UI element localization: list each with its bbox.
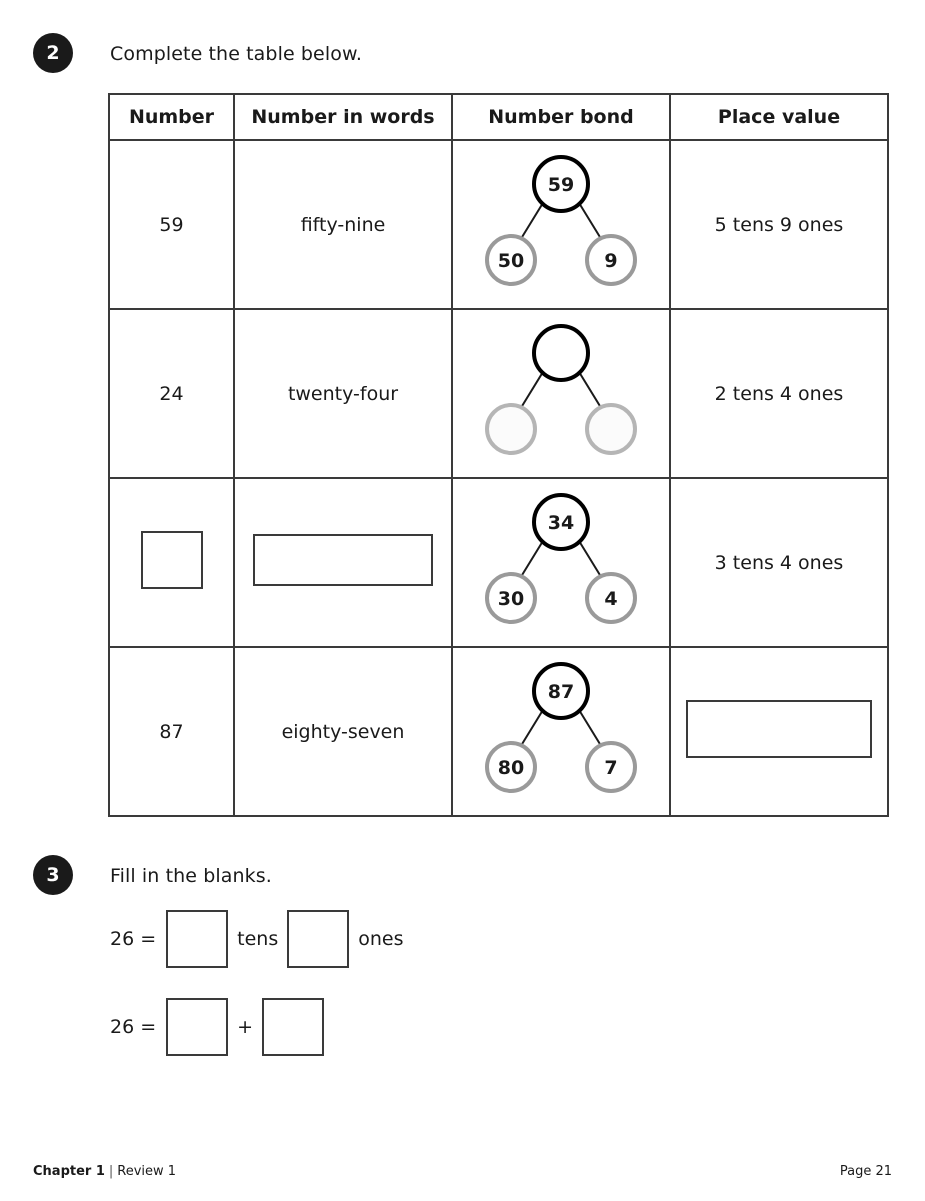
bond-whole-value: 87 [547,680,575,703]
row3-words-answer-box[interactable] [253,534,433,586]
bond-part-right-blank[interactable] [587,405,635,453]
footer-section: Review 1 [117,1164,177,1179]
bond-whole-value: 34 [547,511,575,534]
bond-whole-blank[interactable] [534,326,588,380]
fill-row1-tens-box[interactable] [166,910,228,968]
table-header-place-value: Place value [670,94,888,140]
bond-part-left-blank[interactable] [487,405,535,453]
footer-page-number: Page 21 [839,1164,892,1179]
row4-place-value [670,647,888,816]
question-2-number: 2 [33,33,73,73]
place-value-table [108,93,889,817]
row3-number-answer-box[interactable] [141,531,203,589]
row1-place-value: 5 tens 9 ones [670,140,888,309]
bond-part-left-value: 80 [497,756,525,779]
row3-place-value: 3 tens 4 ones [670,478,888,647]
row3-number [109,478,234,647]
row1-words: fifty-nine [234,140,452,309]
question-3-prompt: Fill in the blanks. [110,865,272,887]
page-footer [0,1164,925,1179]
row4-place-value-answer-box[interactable] [686,700,872,758]
fill-blank-row-1 [110,910,413,968]
table-row [109,309,888,478]
bond-part-right-value: 7 [604,756,618,779]
number-bond-diagram [461,150,661,300]
row4-number-bond [452,647,670,816]
bond-part-right-value: 9 [604,249,618,272]
number-bond-diagram [461,319,661,469]
row3-words [234,478,452,647]
footer-separator: | [108,1164,114,1179]
row1-number-bond [452,140,670,309]
number-bond-svg [461,488,661,638]
number-bond-svg [461,150,661,300]
table-row [109,140,888,309]
fill-row2-lead: 26 = [110,1016,157,1038]
fill-blank-row-2 [110,998,324,1056]
fill-row1-tens-label: tens [237,928,279,950]
footer-chapter: Chapter 1 [33,1164,105,1179]
question-3-block [0,855,925,915]
number-bond-svg [461,319,661,469]
row3-number-bond [452,478,670,647]
row2-number-bond [452,309,670,478]
table-header-number: Number [109,94,234,140]
fill-row2-left-box[interactable] [166,998,228,1056]
fill-row2-operator: + [237,1016,254,1038]
fill-row1-ones-box[interactable] [287,910,349,968]
fill-row1-lead: 26 = [110,928,157,950]
number-bond-svg [461,657,661,807]
row1-number: 59 [109,140,234,309]
fill-row1-ones-label: ones [358,928,404,950]
number-bond-diagram [461,488,661,638]
row2-words: twenty-four [234,309,452,478]
question-2-block [0,33,925,93]
question-3-number: 3 [33,855,73,895]
row4-number: 87 [109,647,234,816]
number-bond-diagram [461,657,661,807]
footer-left [33,1164,176,1179]
table-row [109,647,888,816]
row4-words: eighty-seven [234,647,452,816]
bond-part-left-value: 50 [497,249,525,272]
question-2-prompt: Complete the table below. [110,43,362,65]
bond-part-right-value: 4 [604,587,618,610]
bond-part-left-value: 30 [497,587,525,610]
row2-place-value: 2 tens 4 ones [670,309,888,478]
bond-whole-value: 59 [547,173,575,196]
table-row [109,478,888,647]
table-header-number-bond: Number bond [452,94,670,140]
place-value-table-wrapper [108,93,889,817]
fill-row2-right-box[interactable] [262,998,324,1056]
table-header-number-in-words: Number in words [234,94,452,140]
table-header-row [109,94,888,140]
row2-number: 24 [109,309,234,478]
